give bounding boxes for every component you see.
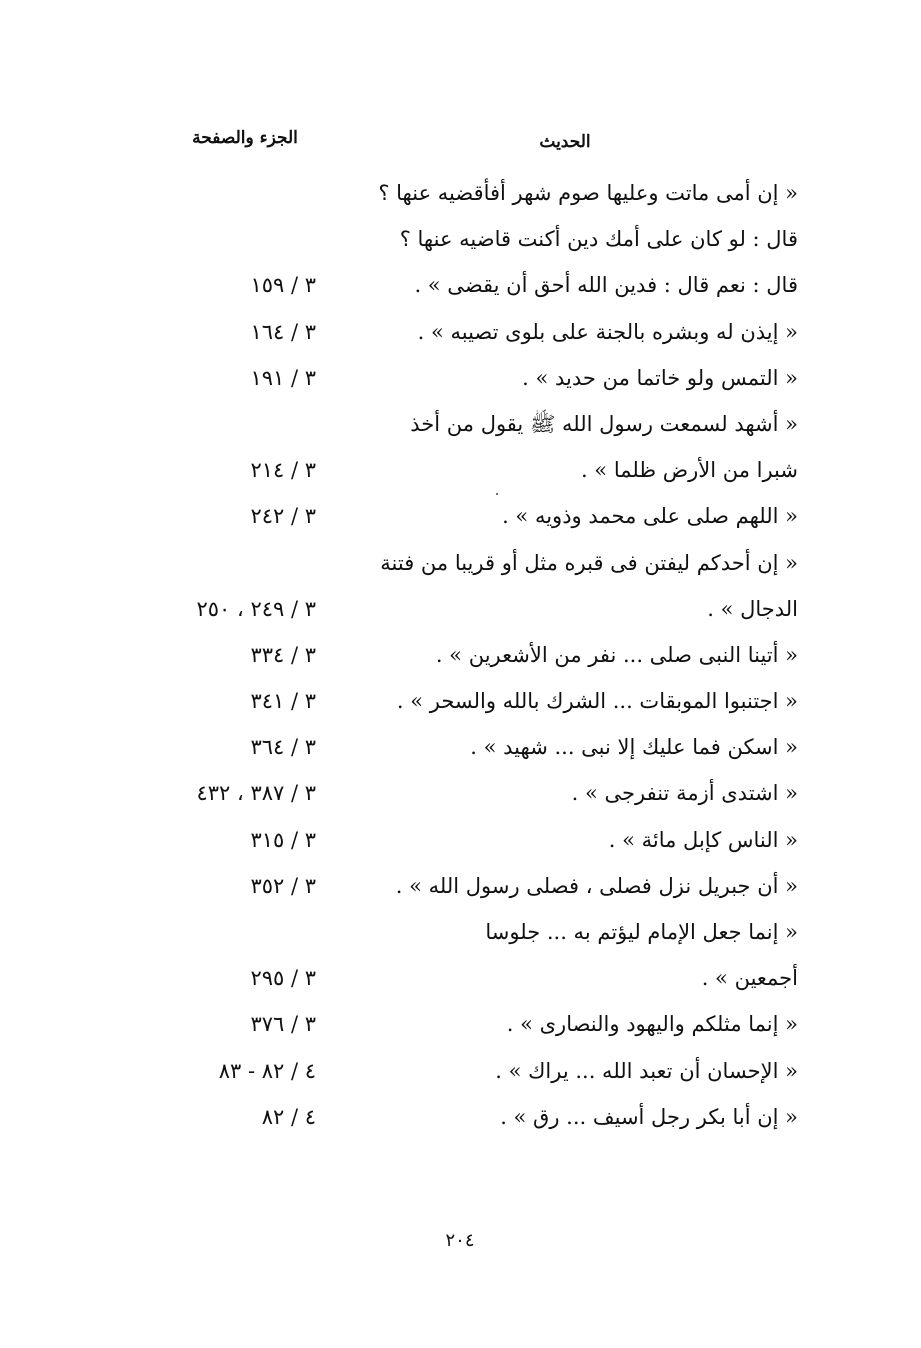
hadith-text: « إنما جعل الإمام ليؤتم به ... جلوسا <box>485 920 798 944</box>
index-line <box>0 1003 921 1049</box>
hadith-text: « أشهد لسمعت رسول الله ﷺ يقول من أخذ <box>410 411 798 436</box>
hadith-text: قال : نعم قال : فدين الله أحق أن يقضى » . <box>414 273 798 298</box>
hadith-text: « التمس ولو خاتما من حديد » . <box>522 365 798 390</box>
index-line <box>0 495 921 541</box>
volume-page-ref: ٣ / ٢٤٢ <box>250 504 316 529</box>
hadith-text: « اسكن فما عليك إلا نبى ... شهيد » . <box>470 735 798 760</box>
volume-page-ref: ٣ / ١٩١ <box>250 365 316 390</box>
hadith-text: « اللهم صلى على محمد وذويه » . <box>502 504 798 529</box>
hadith-text: « إنما مثلكم واليهود والنصارى » . <box>506 1012 798 1037</box>
volume-page-ref: ٣ / ٢١٤ <box>250 458 316 483</box>
volume-page-ref: ٣ / ٢٩٥ <box>250 966 316 991</box>
volume-page-ref: ٤ / ٨٢ - ٨٣ <box>218 1058 316 1083</box>
index-line <box>0 218 921 264</box>
volume-page-ref: ٣ / ٣٨٧ ، ٤٣٢ <box>196 781 316 806</box>
index-line <box>0 542 921 588</box>
index-line <box>0 634 921 680</box>
page-number: ٢٠٤ <box>445 1230 475 1251</box>
print-speck <box>496 493 498 495</box>
volume-page-ref: ٣ / ١٥٩ <box>250 273 316 298</box>
hadith-text: « اشتدى أزمة تنفرجى » . <box>571 781 798 806</box>
volume-page-ref: ٣ / ٣٧٦ <box>250 1012 316 1037</box>
index-line <box>0 819 921 865</box>
hadith-text: « إن أبا بكر رجل أسيف ... رق » . <box>500 1104 798 1129</box>
index-line <box>0 588 921 634</box>
index-line <box>0 772 921 818</box>
index-line <box>0 911 921 957</box>
index-line <box>0 957 921 1003</box>
hadith-text: قال : لو كان على أمك دين أكنت قاضيه عنها ؟ <box>399 227 798 252</box>
index-line <box>0 865 921 911</box>
index-line <box>0 680 921 726</box>
hadith-text: الدجال » . <box>707 596 798 621</box>
hadith-index-list <box>0 172 921 1142</box>
hadith-text: « اجتنبوا الموبقات ... الشرك بالله والسحر » . <box>396 689 798 714</box>
hadith-text: شبرا من الأرض ظلما » . <box>580 458 798 483</box>
volume-page-ref: ٤ / ٨٢ <box>261 1104 316 1129</box>
hadith-text: « إن أمى ماتت وعليها صوم شهر أفأقضيه عنها ؟ <box>378 181 798 205</box>
hadith-text: أجمعين » . <box>701 966 798 991</box>
hadith-text: « إن أحدكم ليفتن فى قبره مثل أو قريبا من فتنة <box>380 550 798 575</box>
hadith-text: « أتينا النبى صلى ... نفر من الأشعرين » . <box>435 642 798 667</box>
volume-page-ref: ٣ / ٢٤٩ ، ٢٥٠ <box>196 596 316 621</box>
column-header-volume-page: الجزء والصفحة <box>192 128 298 148</box>
index-line <box>0 172 921 218</box>
index-line <box>0 311 921 357</box>
hadith-text: « أن جبريل نزل فصلى ، فصلى رسول الله » . <box>395 873 798 898</box>
volume-page-ref: ٣ / ٣٥٢ <box>250 873 316 898</box>
index-line <box>0 726 921 772</box>
index-line <box>0 357 921 403</box>
index-line <box>0 1050 921 1096</box>
volume-page-ref: ٣ / ٣٤١ <box>250 689 316 714</box>
volume-page-ref: ٣ / ٣١٥ <box>250 827 316 852</box>
volume-page-ref: ٣ / ١٦٤ <box>250 319 316 344</box>
index-line <box>0 449 921 495</box>
volume-page-ref: ٣ / ٣٣٤ <box>250 642 316 667</box>
column-header-hadith: الحديث <box>539 132 591 152</box>
index-line <box>0 403 921 449</box>
index-line <box>0 264 921 310</box>
hadith-text: « إيذن له وبشره بالجنة على بلوى تصيبه » . <box>417 319 798 344</box>
index-line <box>0 1096 921 1142</box>
hadith-text: « الإحسان أن تعبد الله ... يراك » . <box>495 1058 798 1083</box>
hadith-text: « الناس كإبل مائة » . <box>608 827 798 852</box>
volume-page-ref: ٣ / ٣٦٤ <box>250 735 316 760</box>
